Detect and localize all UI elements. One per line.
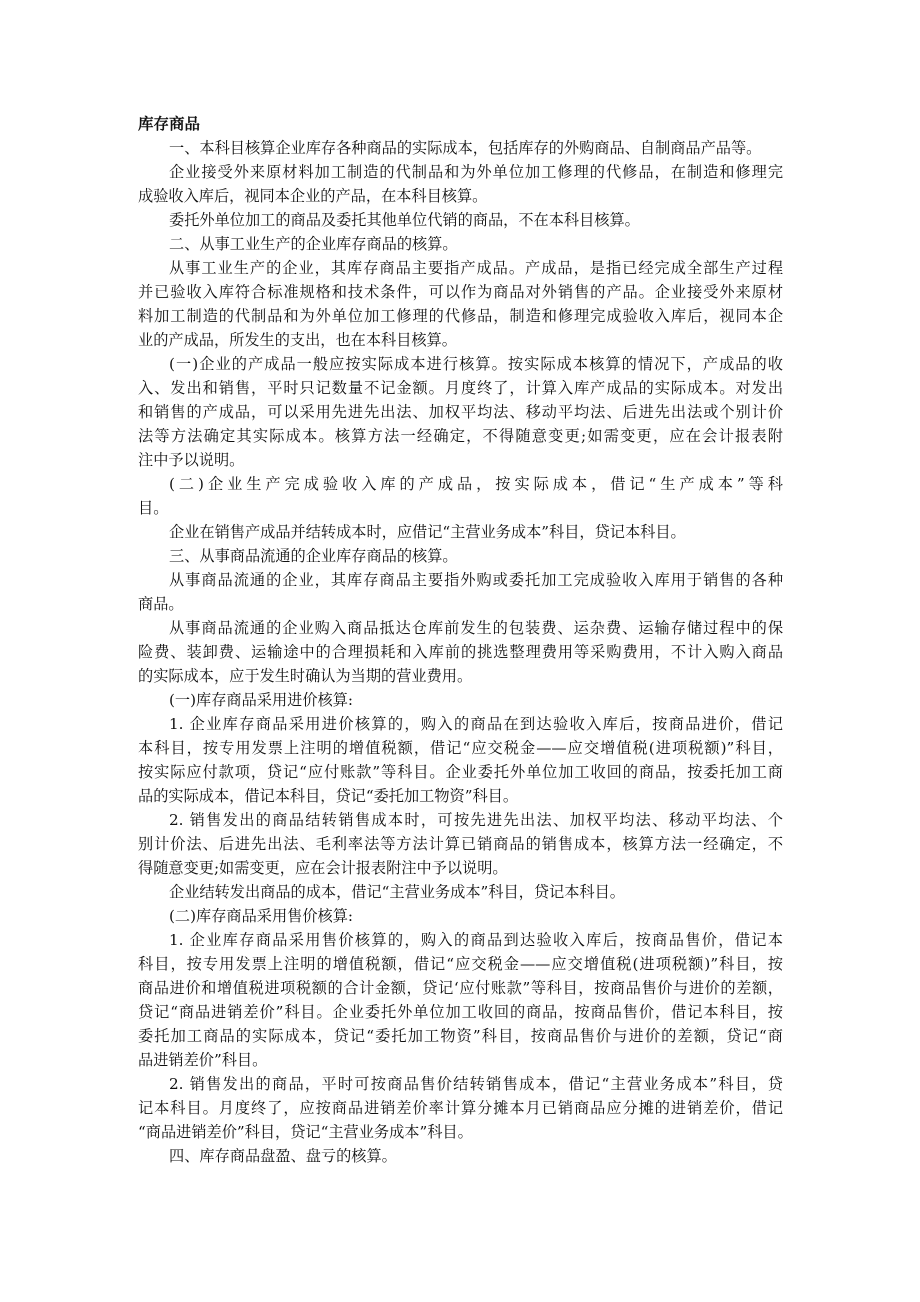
paragraph: [138, 928, 783, 1072]
paragraph: [138, 544, 783, 568]
paragraph: [138, 256, 783, 352]
paragraph-line: 三、从事商品流通的企业库存商品的核算。: [169, 547, 458, 565]
paragraph-line: 科目，按专用发票上注明的增值税额，借记“应交税金——应交增值税(进项税额)”科目，按: [138, 955, 783, 973]
paragraph-line: 企业接受外来原材料加工制造的代制品和为外单位加工修理的代修品，在制造和修理完: [169, 163, 783, 181]
document-title: 库存商品: [138, 114, 201, 133]
paragraph-line: 2. 销售发出的商品，平时可按商品售价结转销售成本，借记“主营业务成本”科目，贷: [169, 1075, 783, 1093]
paragraph-line: 得随意变更;如需变更，应在会计报表附注中予以说明。: [138, 859, 508, 877]
paragraph-line: 并已验收入库符合标准规格和技术条件，可以作为商品对外销售的产品。企业接受外来原材: [138, 283, 783, 301]
paragraph-line: 入、发出和销售，平时只记数量不记金额。月度终了，计算入库产成品的实际成本。对发出: [138, 379, 783, 397]
paragraph-line: 成验收入库后，视同本企业的产品，在本科目核算。: [138, 187, 488, 205]
paragraph: [138, 136, 783, 160]
paragraph-line: 商品。: [138, 595, 184, 613]
paragraph-line: 一、本科目核算企业库存各种商品的实际成本，包括库存的外购商品、自制商品产品等。: [169, 139, 762, 157]
paragraph: [138, 472, 783, 520]
paragraph-line: 注中予以说明。: [138, 451, 245, 469]
paragraph-line: 和销售的产成品，可以采用先进先出法、加权平均法、移动平均法、后进先出法或个别计价: [138, 403, 783, 421]
paragraph-line: 2. 销售发出的商品结转销售成本时，可按先进先出法、加权平均法、移动平均法、个: [169, 811, 783, 829]
paragraph-line: (二)企业生产完成验收入库的产成品，按实际成本，借记“生产成本”等科: [169, 475, 783, 493]
paragraph-line: 品的实际成本，借记本科目，贷记“委托加工物资”科目。: [138, 787, 519, 805]
paragraph-line: 商品进价和增值税进项税额的合计金额，贷记‘应付账款”等科目，按商品售价与进价的差额，: [138, 979, 783, 997]
paragraph: [138, 688, 783, 712]
paragraph-line: 目。: [138, 499, 169, 517]
paragraph-line: (一)企业的产成品一般应按实际成本进行核算。按实际成本核算的情况下，产成品的收: [169, 355, 783, 373]
paragraph-line: 业的产成品，所发生的支出，也在本科目核算。: [138, 331, 457, 349]
paragraph-line: 四、库存商品盘盈、盘亏的核算。: [169, 1147, 397, 1165]
paragraph-line: 从事商品流通的企业，其库存商品主要指外购或委托加工完成验收入库用于销售的各种: [169, 571, 783, 589]
paragraph-line: 委托外单位加工的商品及委托其他单位代销的商品，不在本科目核算。: [169, 211, 640, 229]
paragraph: [138, 1144, 783, 1168]
document-page: [138, 112, 783, 1168]
paragraph-line: 本科目，按专用发票上注明的增值税额，借记“应交税金——应交增值税(进项税额)”科目，: [138, 739, 783, 757]
paragraph-line: 贷记“商品进销差价”科目。企业委托外单位加工收回的商品，按商品售价，借记本科目，按: [138, 1003, 783, 1021]
paragraph-line: (一)库存商品采用进价核算:: [169, 691, 354, 709]
paragraph-line: “商品进销差价”科目，贷记“主营业务成本”科目。: [138, 1123, 473, 1141]
paragraph: [138, 352, 783, 472]
document-body: [138, 136, 783, 1168]
paragraph-line: 别计价法、后进先出法、毛利率法等方法计算已销商品的销售成本，核算方法一经确定，不: [138, 835, 783, 853]
paragraph-line: 法等方法确定其实际成本。核算方法一经确定，不得随意变更;如需变更，应在会计报表附: [138, 427, 783, 445]
paragraph: [138, 568, 783, 616]
paragraph: [138, 160, 783, 208]
paragraph-line: 险费、装卸费、运输途中的合理损耗和入库前的挑选整理费用等采购费用，不计入购入商品: [138, 643, 783, 661]
paragraph: [138, 880, 783, 904]
paragraph-line: 的实际成本，应于发生时确认为当期的营业费用。: [138, 667, 473, 685]
paragraph: [138, 712, 783, 808]
paragraph: [138, 520, 783, 544]
paragraph-line: 从事工业生产的企业，其库存商品主要指产成品。产成品，是指已经完成全部生产过程: [169, 259, 783, 277]
paragraph: [138, 904, 783, 928]
paragraph-line: 企业结转发出商品的成本，借记“主营业务成本”科目，贷记本科目。: [169, 883, 625, 901]
paragraph-line: 按实际应付款项，贷记“应付账款”等科目。企业委托外单位加工收回的商品，按委托加工商: [138, 763, 783, 781]
paragraph-line: (二)库存商品采用售价核算:: [169, 907, 354, 925]
paragraph-line: 1. 企业库存商品采用售价核算的，购入的商品到达验收入库后，按商品售价，借记本: [169, 931, 783, 949]
paragraph-line: 记本科目。月度终了，应按商品进销差价率计算分摊本月已销商品应分摊的进销差价，借记: [138, 1099, 783, 1117]
paragraph-line: 委托加工商品的实际成本，贷记“委托加工物资”科目，按商品售价与进价的差额，贷记“商: [138, 1027, 783, 1045]
paragraph: [138, 208, 783, 232]
paragraph-line: 从事商品流通的企业购入商品抵达仓库前发生的包装费、运杂费、运输存储过程中的保: [169, 619, 783, 637]
paragraph: [138, 232, 783, 256]
paragraph: [138, 808, 783, 880]
paragraph-line: 1. 企业库存商品采用进价核算的，购入的商品在到达验收入库后，按商品进价，借记: [169, 715, 783, 733]
paragraph-line: 企业在销售产成品并结转成本时，应借记“主营业务成本”科目，贷记本科目。: [169, 523, 686, 541]
paragraph-line: 品进销差价”科目。: [138, 1051, 268, 1069]
paragraph-line: 二、从事工业生产的企业库存商品的核算。: [169, 235, 458, 253]
paragraph: [138, 616, 783, 688]
paragraph-line: 料加工制造的代制品和为外单位加工修理的代修品，制造和修理完成验收入库后，视同本企: [138, 307, 783, 325]
paragraph: [138, 1072, 783, 1144]
